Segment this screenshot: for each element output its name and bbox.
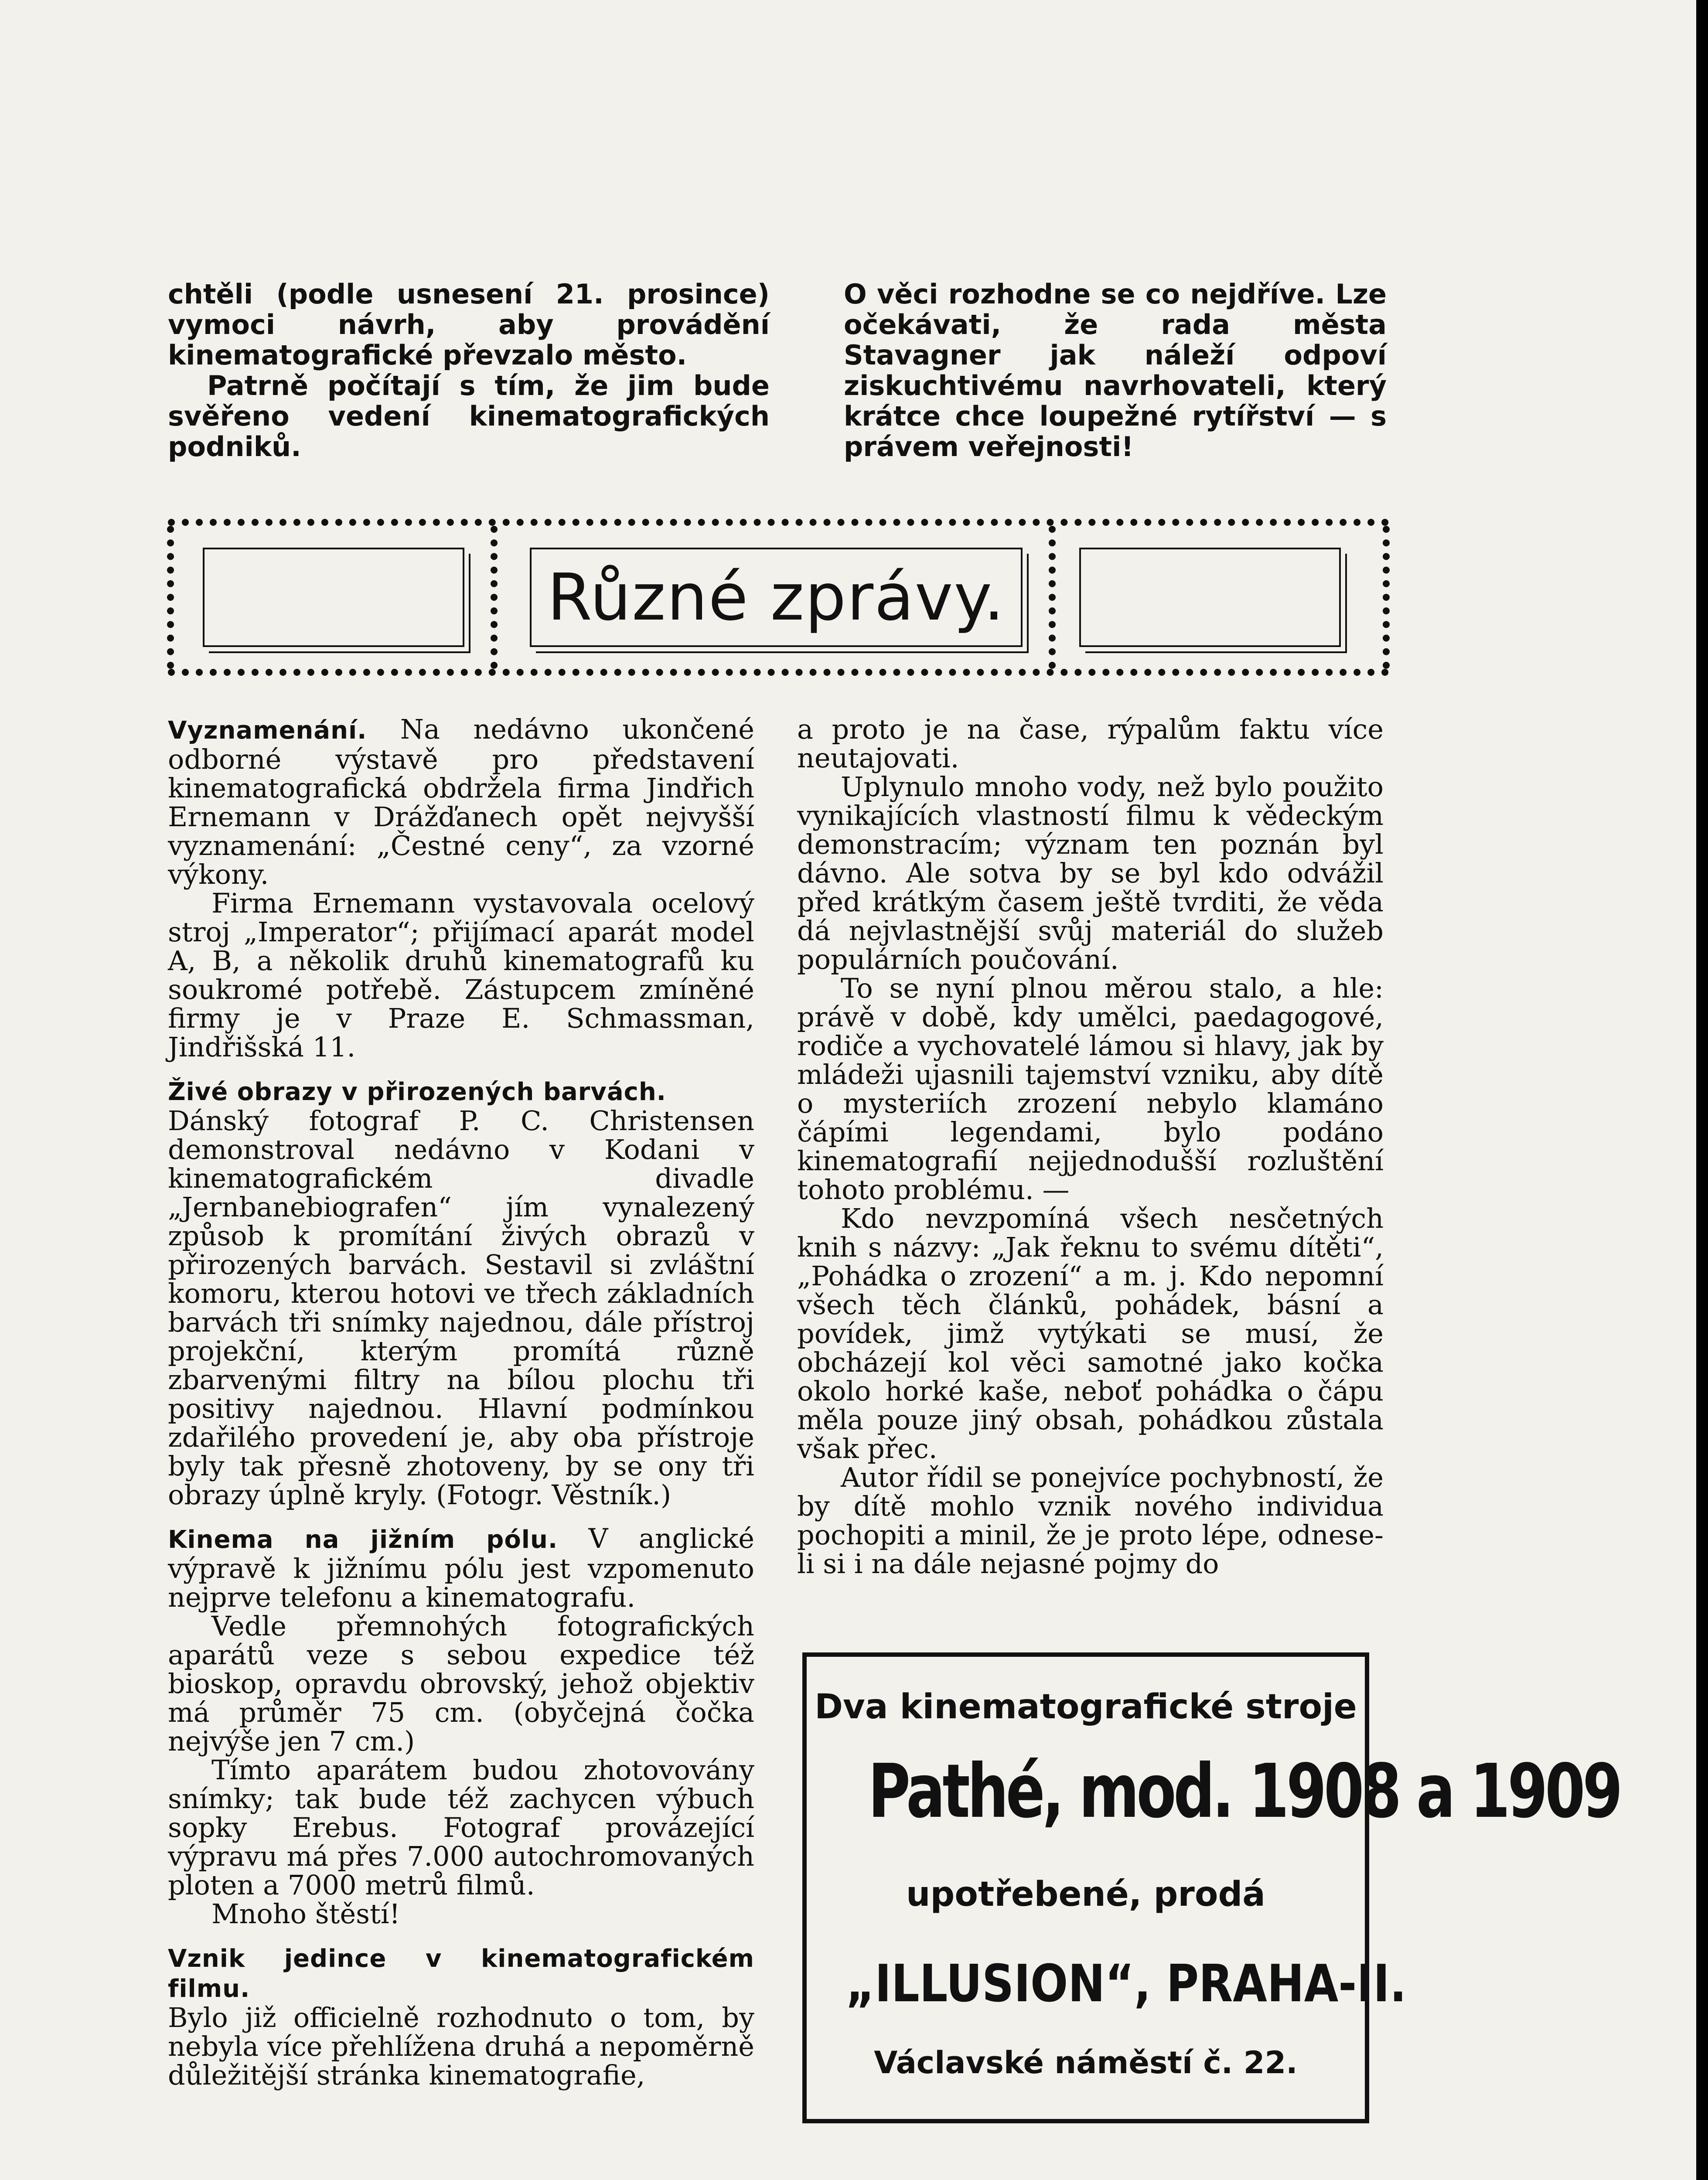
article-paragraph: Dánský fotograf P. C. Christensen demonstroval nedávno v Kodani v kinematografickém divadle „Jernbanebiografen“ jím vynalezený způsob k promítání živých obrazů v přirozených barvách. Sestavil si zvláštní komoru, kterou hotovi ve třech základních barvách tři snímky najednou, dále přístroj projekční, kterým promítá různě zbarvenými filtry na bílou plochu tři positivy najednou. Hlavní podmínkou zdařilého provedení je, aby oba přístroje byly tak přesně zhotoveny, by se ony tři obrazy úplně kryly. (Fotogr. Věstník.) [168, 1105, 754, 1511]
article-paragraph: To se nyní plnou měrou stalo, a hle: právě v době, kdy umělci, paedagogové, rodiče a vychovatelé lámou si hlavy, jak by mládeži ujasnili tajemství vzniku, aby dítě o mysteriích zrození nebylo klamáno čápími legendami, bylo podáno kinematografií nejjednodušší rozluštění tohoto problému. — [797, 972, 1384, 1206]
article-paragraph: a proto je na čase, rýpalům faktu více neutajovati. [797, 713, 1384, 774]
ad-address: Václavské náměstí č. 22. [874, 2045, 1298, 2081]
article-heading: Živé obrazy v přirozených barvách. [168, 1078, 666, 1106]
banner-frame-left [203, 548, 464, 647]
section-banner [168, 519, 1389, 676]
banner-frame-center [530, 548, 1023, 647]
article-paragraph: Vedle přemnohých fotografických aparátů veze s sebou expedice též bioskop, opravdu obrovský, jehož objektiv má průměr 75 cm. (obyčejná čočka nejvýše jen 7 cm.) [168, 1610, 754, 1757]
article-paragraph: Autor řídil se ponejvíce pochybností, že by dítě mohlo vznik nového individua pochopiti a minil, že je proto lépe, odnese-li si i na dále nejasné pojmy do [797, 1461, 1384, 1580]
banner-divider [491, 526, 498, 669]
ad-headline: Pathé, mod. 1908 a 1909 [868, 1748, 1620, 1835]
section-title: Různé zprávy. [547, 560, 1005, 635]
ad-line: upotřebené, prodá [906, 1875, 1265, 1914]
right-column [797, 715, 1384, 1578]
article-text: Na nedávno ukončené odborné výstavě pro představení kinematografická obdržela firma Jindřich Ernemann v Drážďanech opět nejvyšší vyznamenání: „Čestné ceny“, za vzorné výkony. [168, 713, 754, 890]
article-kinema [168, 1524, 754, 1612]
left-column [168, 715, 754, 2090]
article-paragraph: Mnoho štěstí! [211, 1898, 400, 1930]
article-paragraph: Tímto aparátem budou zhotovovány snímky; tak bude též zachycen výbuch sopky Erebus. Fotograf provázející výpravu má přes 7.000 autochromovaných ploten a 7000 metrů filmů. [168, 1754, 754, 1901]
banner-divider [167, 526, 174, 669]
continued-paragraph: chtěli (podle usnesení 21. prosince) vymoci návrh, aby provádění kinematografické převzalo město. [168, 278, 770, 371]
article-paragraph: Uplynulo mnoho vody, než bylo použito vynikajících vlastností filmu k vědeckým demonstracím; význam ten poznán byl dávno. Ale sotva by se byl kdo odvážil před krátkým časem ještě tvrditi, že věda dá nejvlastnější svůj materiál do služeb populárních poučování. [797, 771, 1384, 975]
continued-paragraph: O věci rozhodne se co nejdříve. Lze očekávati, že rada města Stavagner jak náleží odpoví ziskuchtivému navrhovateli, který krátce chce loupežné rytířství — s právem veřejnosti! [844, 278, 1387, 463]
article-heading: Vznik jedince v kinematografickém filmu. [168, 1945, 754, 2003]
article-paragraph: Kdo nevzpomíná všech nesčetných knih s názvy: „Jak řeknu to svému dítěti“, „Pohádka o zrození“ a m. j. Kdo nepomní všech těch článků, pohádek, básní a povídek, jimž vytýkati se musí, že obcházejí kol věci samotné jako kočka okolo horké kaše, neboť pohádka o čápu měla pouze jiný obsah, pohádkou zůstala však přec. [797, 1202, 1384, 1465]
article-heading: Vyznamenání. [168, 716, 367, 745]
banner-divider [1049, 526, 1056, 669]
banner-frame-right [1079, 548, 1341, 647]
continued-text-left [168, 279, 770, 462]
ad-seller: „ILLUSION“, PRAHA-II. [845, 1953, 1407, 2013]
article-text: V anglické výpravě k jižnímu pólu jest vzpomenuto nejprve telefonu a kinematografu. [168, 1523, 754, 1613]
continued-text-right [844, 279, 1387, 462]
article-vyznamenani [168, 715, 754, 889]
article-paragraph: Bylo již officielně rozhodnuto o tom, by nebyla více přehlížena druhá a nepoměrně důležitější stránka kinematografie, [168, 2002, 754, 2091]
advertisement [802, 1652, 1620, 2123]
article-paragraph: Firma Ernemann vystavovala ocelový stroj „Imperator“; přijímací aparát model A, B, a několik druhů kinematografů ku soukromé potřebě. Zástupcem zmíněné firmy je v Praze E. Schmassman, Jindřišská 11. [168, 887, 754, 1063]
continued-paragraph: Patrně počítají s tím, že jim bude svěřeno vedení kinematografických podniků. [168, 370, 770, 463]
banner-divider [1383, 526, 1390, 669]
ad-line: Dva kinematografické stroje [815, 1687, 1357, 1727]
article-heading: Kinema na jižním pólu. [168, 1526, 558, 1554]
